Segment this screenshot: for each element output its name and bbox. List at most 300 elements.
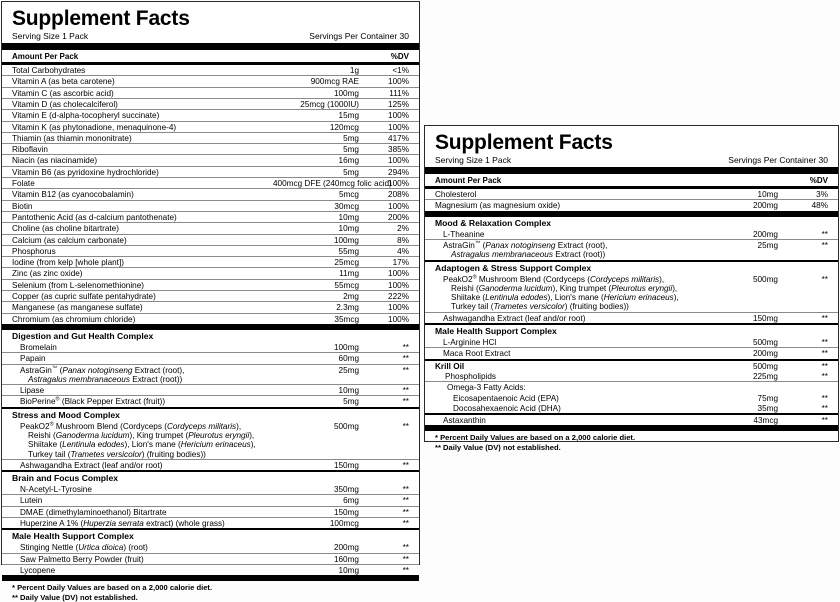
dv-value: ** — [402, 496, 409, 506]
dv-value: ** — [821, 403, 828, 413]
amount-value: 2mg — [343, 292, 359, 302]
section-header-row — [425, 260, 838, 274]
ingredient-row — [2, 245, 419, 256]
amount-value: 15mg — [338, 111, 359, 121]
ingredient-name — [12, 236, 273, 245]
footnotes — [2, 581, 419, 602]
panel-title: Supplement Facts — [435, 131, 613, 154]
ingredient-name-line — [12, 566, 273, 575]
amount-value: 160mg — [333, 554, 359, 564]
name-segment: Papain — [20, 354, 46, 364]
amount-value: 35mcg — [334, 314, 359, 324]
ingredient-name — [435, 190, 692, 199]
ingredient-row — [2, 279, 419, 290]
name-segment: Extract (root), — [555, 240, 608, 250]
name-segment: ( — [480, 240, 486, 250]
dv-value: 100% — [388, 122, 409, 132]
name-segment: PeakO2 — [20, 421, 50, 431]
ingredient-name — [12, 66, 273, 75]
name-segment: Lipase — [20, 386, 45, 396]
amount-value: 100mg — [333, 88, 359, 98]
name-segment: Riboflavin — [12, 145, 48, 155]
amount-value: 200mg — [752, 349, 778, 359]
ingredient-name — [12, 461, 273, 470]
name-segment: Ganoderma lucidum — [55, 431, 130, 440]
serving-line — [12, 31, 409, 41]
amount-value: 35mg — [757, 403, 778, 413]
ingredient-name — [435, 416, 692, 425]
ingredient-name — [12, 422, 273, 459]
dv-value: 100% — [388, 280, 409, 290]
name-segment: Manganese (as manganese sulfate) — [12, 303, 143, 313]
name-segment: Huperzine A 1% ( — [20, 519, 84, 529]
amount-value: 5mg — [343, 167, 359, 177]
amount-value: 43mcg — [753, 416, 778, 426]
ingredient-name — [12, 213, 273, 222]
name-segment: AstraGin — [20, 365, 52, 375]
amount-value: 2.3mg — [336, 303, 359, 313]
amount-value: 5mcg — [338, 190, 359, 200]
amount-value: 10mg — [757, 190, 778, 200]
ingredient-name-line — [12, 543, 273, 552]
name-segment: Iodine (from kelp [whole plant]) — [12, 258, 124, 268]
amount-value: 16mg — [338, 156, 359, 166]
name-segment: ® — [472, 273, 477, 280]
name-segment: Turkey tail ( — [28, 449, 71, 459]
amount-value: 500mg — [333, 421, 359, 431]
name-segment: Cordyceps militaris — [166, 421, 237, 431]
section-label: Male Health Support Complex — [435, 326, 557, 337]
ingredient-row — [2, 459, 419, 470]
ingredient-row — [2, 494, 419, 505]
ingredient-name — [435, 230, 692, 239]
ingredient-name — [435, 372, 692, 381]
dv-value: ** — [821, 349, 828, 359]
footnotes — [425, 431, 838, 452]
amount-value: 60mg — [338, 354, 359, 364]
ingredient-row — [2, 211, 419, 222]
dv-value: ** — [402, 519, 409, 529]
name-segment: Extract (root)) — [552, 250, 606, 260]
name-segment: ), King trumpet ( — [129, 431, 189, 440]
ingredient-row — [425, 229, 838, 239]
name-segment: Ashwagandha Extract (leaf and/or root) — [20, 460, 163, 470]
ingredient-row — [425, 393, 838, 403]
ingredient-name — [435, 383, 692, 392]
name-segment: ), King trumpet ( — [552, 283, 612, 293]
supplement-facts-panel-left — [1, 1, 420, 602]
amount-value: 25mg — [757, 240, 778, 250]
name-segment: Shiitake ( — [451, 293, 486, 303]
ingredient-row — [2, 234, 419, 245]
ingredient-name-line — [12, 555, 273, 564]
ingredient-name-line — [12, 519, 273, 528]
name-segment: ( — [57, 365, 63, 375]
ingredient-rows — [2, 65, 419, 581]
ingredient-name — [12, 315, 273, 324]
ingredient-name-line — [435, 383, 692, 392]
ingredient-row — [2, 395, 419, 406]
name-segment: Cordyceps militaris — [589, 274, 660, 284]
name-segment: Hericium erinaceus — [180, 440, 251, 450]
ingredient-name-line — [435, 275, 692, 284]
ingredient-rows — [425, 189, 838, 431]
amount-value: 100mg — [333, 342, 359, 352]
amount-value: 200mg — [752, 229, 778, 239]
name-segment: Zinc (as zinc oxide) — [12, 269, 83, 279]
ingredient-name — [12, 156, 273, 165]
name-segment: Cholesterol — [435, 190, 477, 200]
amount-value: 5mg — [343, 133, 359, 143]
dv-value: 48% — [811, 201, 828, 211]
ingredient-row — [2, 301, 419, 312]
ingredient-row — [2, 98, 419, 109]
ingredient-row — [425, 274, 838, 312]
name-segment: Folate — [12, 179, 35, 189]
ingredient-name — [435, 362, 692, 371]
amount-value: 25mcg (1000IU) — [300, 99, 359, 109]
ingredient-name — [12, 134, 273, 143]
dv-value: 111% — [389, 88, 409, 98]
dv-value: ** — [402, 354, 409, 364]
name-segment: Astaxanthin — [443, 416, 486, 426]
ingredient-name — [12, 89, 273, 98]
ingredient-name — [12, 386, 273, 395]
name-segment: ™ — [51, 364, 58, 371]
ingredient-row — [2, 256, 419, 267]
name-segment: ), — [659, 274, 665, 284]
ingredient-name-line — [435, 190, 692, 199]
ingredient-row — [425, 189, 838, 199]
ingredient-name-line — [12, 100, 273, 109]
amount-value: 225mg — [752, 371, 778, 381]
dv-value: ** — [402, 365, 409, 375]
ingredient-name-line — [12, 508, 273, 517]
ingredient-name — [435, 201, 692, 210]
name-segment: ™ — [474, 240, 481, 247]
ingredient-name-line — [435, 250, 692, 259]
name-segment: Vitamin A (as beta carotene) — [12, 77, 115, 87]
section-label: Digestion and Gut Health Complex — [12, 330, 154, 341]
ingredient-name — [12, 179, 273, 188]
amount-value: 10mg — [338, 386, 359, 396]
ingredient-name — [435, 314, 692, 323]
dv-value: 100% — [388, 156, 409, 166]
ingredient-row — [2, 364, 419, 385]
dv-value: 2% — [397, 224, 409, 234]
name-segment: Copper (as cupric sulfate pentahydrate) — [12, 292, 156, 302]
dv-value: ** — [821, 338, 828, 348]
ingredient-row — [2, 342, 419, 352]
name-segment: Reishi ( — [28, 431, 56, 440]
amount-value: 100mg — [333, 235, 359, 245]
ingredient-name-line — [435, 394, 692, 403]
name-segment: ), — [672, 283, 678, 293]
ingredient-name — [12, 145, 273, 154]
dv-value: ** — [821, 371, 828, 381]
name-segment: ) (fruiting bodies)) — [141, 449, 206, 459]
amount-value: 400mcg DFE (240mcg folic acid) — [273, 179, 392, 189]
ingredient-name-line — [435, 241, 692, 250]
dv-value: 417% — [388, 133, 409, 143]
section-header-row — [425, 217, 838, 229]
dv-value: ** — [402, 386, 409, 396]
ingredient-name-line — [435, 230, 692, 239]
ingredient-name-line — [12, 123, 273, 132]
ingredient-name — [12, 77, 273, 86]
ingredient-name — [12, 397, 273, 406]
dv-value: 100% — [388, 201, 409, 211]
name-segment: Magnesium (as magnesium oxide) — [435, 201, 561, 211]
ingredient-name — [12, 247, 273, 256]
name-segment: ), Lion's mane ( — [547, 293, 604, 303]
amount-value: 5mg — [343, 397, 359, 407]
ingredient-name — [435, 338, 692, 347]
name-segment: Niacin (as niacinamide) — [12, 156, 98, 166]
supplement-facts-panel-right — [424, 125, 839, 452]
name-segment: L-Arginine HCl — [443, 338, 497, 348]
amount-value: 5mg — [343, 145, 359, 155]
ingredient-name — [12, 292, 273, 301]
name-segment: Omega-3 Fatty Acids: — [447, 383, 526, 393]
name-segment: Pantothenic Acid (as d-calcium pantothenate) — [12, 212, 177, 222]
ingredient-name-line — [435, 338, 692, 347]
amount-value: 30mcg — [334, 201, 359, 211]
amount-value: 10mg — [338, 565, 359, 575]
ingredient-name-line — [12, 213, 273, 222]
name-segment: ) (fruiting bodies)) — [564, 302, 629, 312]
amount-value: 200mg — [752, 201, 778, 211]
ingredient-name-line — [12, 386, 273, 395]
ingredient-row — [2, 166, 419, 177]
dv-value: ** — [402, 397, 409, 407]
column-headers — [425, 174, 838, 189]
name-segment: Trametes versicolor — [70, 449, 142, 459]
amount-value: 500mg — [752, 274, 778, 284]
name-segment: ), — [250, 440, 256, 450]
dv-value: ** — [821, 393, 828, 403]
name-segment: Pleurotus eryngii — [188, 431, 250, 440]
amount-value: 10mg — [338, 224, 359, 234]
dv-value: 3% — [816, 190, 828, 200]
name-segment: PeakO2 — [443, 274, 473, 284]
name-segment: Mushroom Blend (Cordyceps ( — [53, 421, 167, 431]
ingredient-name-line — [12, 202, 273, 211]
dv-value: 100% — [388, 111, 409, 121]
ingredient-name-line — [435, 201, 692, 210]
name-segment: Extract (root), — [132, 365, 185, 375]
dv-value: ** — [821, 229, 828, 239]
ingredient-name-line — [12, 440, 273, 449]
amount-value: 1g — [349, 66, 359, 76]
column-headers — [2, 50, 419, 65]
ingredient-name — [12, 269, 273, 278]
ingredient-name-line — [12, 397, 273, 406]
name-segment: Panax notoginseng — [62, 365, 133, 375]
name-segment: Panax notoginseng — [485, 240, 556, 250]
dv-value: 17% — [392, 258, 409, 268]
ingredient-name-line — [12, 315, 273, 324]
dv-value: ** — [402, 485, 409, 495]
ingredient-name-line — [435, 302, 692, 311]
panel-title: Supplement Facts — [12, 7, 190, 30]
ingredient-name — [435, 404, 692, 413]
amount-value: 25mcg — [334, 258, 359, 268]
ingredient-row — [2, 87, 419, 98]
ingredient-name-line — [12, 450, 273, 459]
ingredient-name-line — [12, 89, 273, 98]
ingredient-name-line — [12, 77, 273, 86]
name-segment: Saw Palmetto Berry Powder (fruit) — [20, 554, 144, 564]
section-label: Male Health Support Complex — [12, 531, 134, 542]
ingredient-name — [12, 258, 273, 267]
dv-value: 200% — [388, 212, 409, 222]
name-segment: Lycopene — [20, 565, 56, 575]
ingredient-row — [2, 421, 419, 459]
servings-per-container: Servings Per Container 30 — [309, 31, 409, 42]
dv-value: ** — [402, 421, 409, 431]
name-segment: Ganoderma lucidum — [478, 283, 553, 293]
section-header-row — [2, 407, 419, 421]
ingredient-row — [2, 542, 419, 552]
ingredient-row — [2, 290, 419, 301]
ingredient-row — [2, 384, 419, 395]
ingredient-row — [2, 200, 419, 211]
name-segment: Choline (as choline bitartrate) — [12, 224, 119, 234]
name-segment: Pleurotus eryngii — [611, 283, 673, 293]
ingredient-row — [2, 188, 419, 199]
name-segment: Mushroom Blend (Cordyceps ( — [476, 274, 590, 284]
dv-value: 100% — [388, 314, 409, 324]
dv-value: ** — [821, 361, 828, 371]
ingredient-name — [12, 543, 273, 552]
amount-value: 10mg — [338, 212, 359, 222]
ingredient-name — [435, 394, 692, 403]
ingredient-name-line — [435, 284, 692, 293]
name-segment: Thiamin (as thiamin mononitrate) — [12, 133, 132, 143]
amount-per-pack-header: Amount Per Pack — [12, 52, 79, 62]
name-segment: Lentinula edodes — [485, 293, 548, 303]
name-segment: AstraGin — [443, 240, 475, 250]
ingredient-name — [12, 123, 273, 132]
ingredient-name-line — [12, 485, 273, 494]
dv-value: ** — [821, 274, 828, 284]
name-segment: Extract (root)) — [129, 374, 183, 384]
ingredient-name-line — [12, 354, 273, 363]
ingredient-name-line — [12, 281, 273, 290]
ingredient-row — [2, 109, 419, 120]
ingredient-name-line — [435, 293, 692, 302]
dv-value: 208% — [388, 190, 409, 200]
ingredient-name — [12, 202, 273, 211]
footnote-text: * Percent Daily Values are based on a 2,000 calorie diet. — [435, 433, 636, 443]
name-segment: Stinging Nettle ( — [20, 543, 79, 553]
name-segment: Vitamin K (as phytonadione, menaquinone-4) — [12, 122, 177, 132]
ingredient-row — [425, 347, 838, 358]
name-segment: Turkey tail ( — [451, 302, 494, 312]
amount-value: 350mg — [333, 485, 359, 495]
ingredient-name — [12, 224, 273, 233]
name-segment: Selenium (from L-selenomethionine) — [12, 280, 144, 290]
name-segment: Vitamin E (d-alpha-tocopheryl succinate) — [12, 111, 160, 121]
name-segment: Vitamin B12 (as cyanocobalamin) — [12, 190, 134, 200]
name-segment: ), — [236, 421, 242, 431]
dv-value: 100% — [388, 179, 409, 189]
amount-value: 500mg — [752, 361, 778, 371]
name-segment: ), Lion's mane ( — [124, 440, 181, 450]
dv-value: 100% — [388, 77, 409, 87]
dv-value: ** — [821, 416, 828, 426]
servings-per-container: Servings Per Container 30 — [728, 155, 828, 166]
name-segment: Huperzia serrata — [83, 519, 144, 529]
name-segment: ) (root) — [123, 543, 148, 553]
amount-value: 6mg — [343, 496, 359, 506]
ingredient-row — [425, 337, 838, 347]
name-segment: N-Acetyl-L-Tyrosine — [20, 485, 92, 495]
section-label: Adaptogen & Stress Support Complex — [435, 262, 592, 273]
name-segment: Vitamin D (as cholecalciferol) — [12, 99, 118, 109]
dv-value: ** — [402, 543, 409, 553]
dv-value: 8% — [397, 235, 409, 245]
ingredient-row — [2, 222, 419, 233]
ingredient-row — [2, 484, 419, 494]
name-segment: Hericium erinaceus — [603, 293, 674, 303]
dv-header: %DV — [390, 52, 409, 62]
name-segment: Astragalus membranaceous — [451, 250, 553, 260]
ingredient-name-line — [435, 372, 692, 381]
ingredient-row — [2, 267, 419, 278]
dv-value: 125% — [388, 99, 409, 109]
ingredient-name-line — [12, 422, 273, 431]
name-segment: ), — [249, 431, 255, 440]
ingredient-row — [425, 312, 838, 323]
name-segment: Eicosapentaenoic Acid (EPA) — [453, 393, 559, 403]
ingredient-name-line — [435, 362, 692, 371]
amount-value: 200mg — [333, 543, 359, 553]
panel-inner — [2, 2, 419, 602]
ingredient-row — [2, 154, 419, 165]
ingredient-row — [2, 564, 419, 575]
ingredient-name — [12, 508, 273, 517]
dv-value: ** — [821, 240, 828, 250]
ingredient-row — [2, 143, 419, 154]
ingredient-name-line — [12, 431, 273, 440]
ingredient-row — [2, 517, 419, 528]
ingredient-row — [2, 313, 419, 324]
ingredient-row — [2, 506, 419, 517]
ingredient-name-line — [12, 156, 273, 165]
ingredient-name-line — [12, 269, 273, 278]
amount-value: 500mg — [752, 338, 778, 348]
dv-header: %DV — [809, 176, 828, 186]
name-segment: Phosphorus — [12, 246, 56, 256]
ingredient-name-line — [12, 190, 273, 199]
ingredient-name — [435, 241, 692, 260]
amount-value: 150mg — [333, 460, 359, 470]
section-label: Brain and Focus Complex — [12, 473, 119, 484]
ingredient-name-line — [12, 496, 273, 505]
serving-size: Serving Size 1 Pack — [12, 31, 89, 42]
ingredient-row — [425, 381, 838, 392]
ingredient-name — [12, 343, 273, 352]
name-segment: extract) (whole grass) — [143, 519, 225, 529]
amount-value: 120mcg — [329, 122, 359, 132]
dv-value: 4% — [397, 246, 409, 256]
name-segment: ® — [49, 420, 54, 427]
ingredient-name — [12, 303, 273, 312]
name-segment: Reishi ( — [451, 283, 479, 293]
ingredient-name-line — [12, 111, 273, 120]
